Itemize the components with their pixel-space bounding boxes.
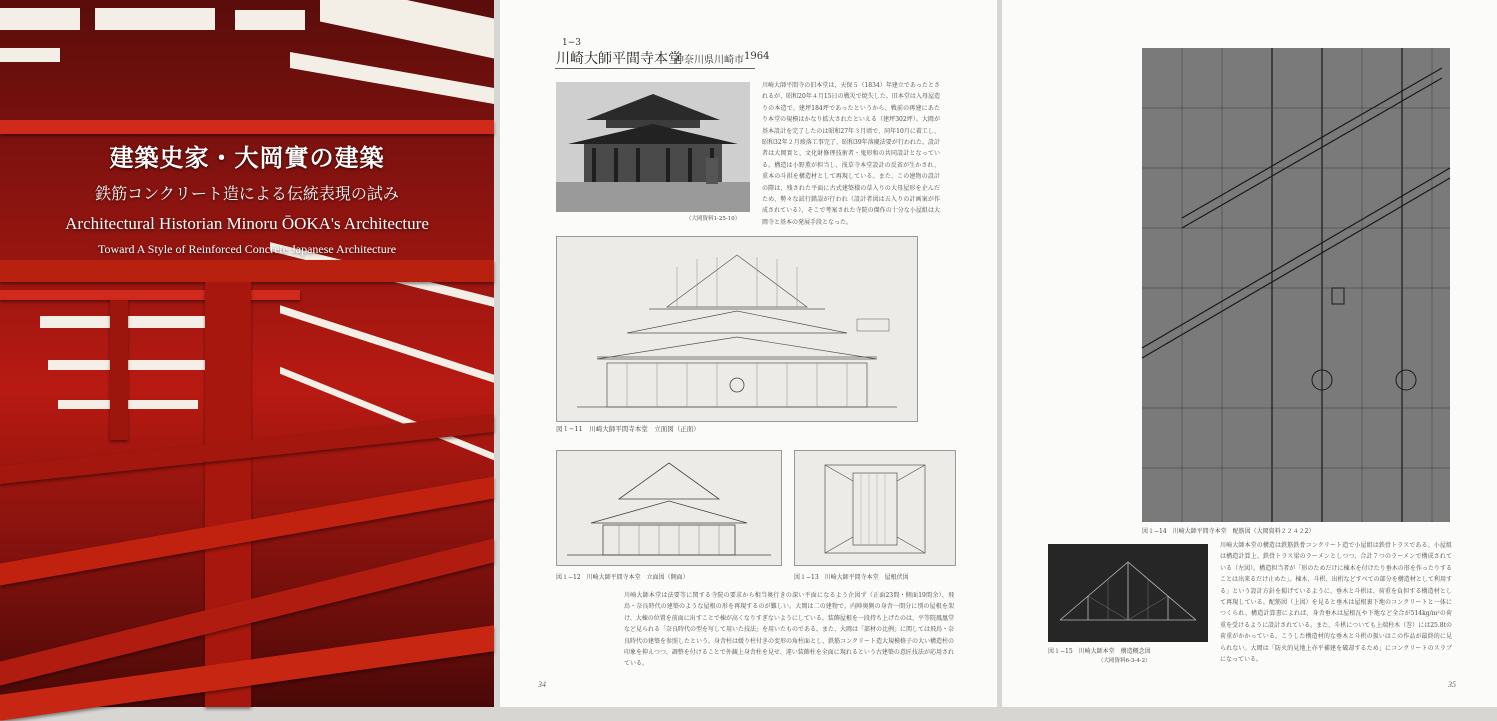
rafter-beam (205, 282, 251, 707)
ceiling-light-strip (0, 48, 60, 62)
body-paragraph: 川崎大師本堂の構造は鉄筋鉄骨コンクリート造で小屋組は鉄骨トラスである。小屋組は構造計算上、鉄骨トラス梁のラーメンとしつつ、合計７つのラーメンで構成されている（左図）。構造担当者が「形のためだけに棟木を付けたり垂木の形を作ったりすることは出来るだけ止めた」。棟木、斗栱、出桁などすべての部分を構造材として利用する」という設計方針を掲げているように、垂木と斗栱は、荷重を負担する構造材として再現している。配筋図（上図）を見ると垂木は屋根裏下地のコンクリートと一体につくられ、構造計算書によれば、身舎垂木は屋根瓦や下地など全合が514kg/m²の荷重を受けるように設計されている。また、斗栱についても上端柱木（巻）には25.8tの荷重がかかっている。こうした構造材的な垂木と斗栱の扱いはこの作品が最終的に見られない。大岡は「防火的見地上亦平補建を破却するため」にコンクリートのスラブになっている。 (1220, 542, 1452, 664)
book-cover (0, 0, 494, 707)
cover-subtitle-en: Toward A Style of Reinforced Concrete Japanese Architecture (97, 242, 397, 256)
fig-1-13-caption: 図１−13 川崎大師平間寺本堂 屋根伏図 (794, 574, 909, 581)
cover-title-block (0, 138, 494, 257)
ceiling-light-strip (95, 8, 215, 30)
intro-paragraph: 川崎大師平間寺の旧本堂は、天保５（1834）年建立であったとされるが、昭和20年４月15日の戦災で焼失した。旧本堂は入母屋造りの本造で、建坪184坪であったというから、戦前の再建にあたり本堂の規模はかなり拡大されたといえる（建坪302坪）。大岡が基本設計を完了したのは昭和27年３月頃で、同年10月に着工し、昭和32年２月竣落工事完了、昭和39年落慶法要が行われた。設計者は大岡實と、文化財修理技術者・鬼形和の共同設計となっている。構造は小野薫が担当し、浅草寺本堂設計の反省が生かされ、重本の斗拱を構造材として再現している。また、この建物の設計の際は、残された平面に古式建築様の草入りの大母屋形を企んだため、勢々な試行錯誤が行われ（設計者図は五入りの計画案が作成されている）、そこで考案された寺院の傑作の十分な小屋組は大岡寺と基本の発展手段となった。 (762, 82, 940, 226)
ceiling-light-strip (320, 0, 494, 58)
rafter-beam (0, 260, 494, 282)
ceiling-light-strip (235, 10, 305, 30)
page-number: 35 (1448, 680, 1456, 689)
fig-1-14-caption: 図１−14 川崎大師平間寺本堂 配筋図（大岡資料２２４２2） (1142, 528, 1315, 535)
cover-title-en: Architectural Historian Minoru ŌOKA's Architecture (65, 214, 429, 233)
section-number: 1−3 (562, 38, 581, 48)
cover-title-ja: 建築史家・大岡實の建築 (109, 143, 385, 172)
page-34 (500, 0, 997, 707)
temple-photo (556, 82, 750, 212)
section-location: 神奈川県川崎市 (674, 55, 744, 66)
reinforcement-drawing (1142, 48, 1450, 522)
fig-1-11-caption: 図１−11 川崎大師平間寺本堂 立面図（正面） (556, 425, 700, 433)
body-paragraph: 川崎大師本堂は法要等に関する寺院の要求から相当奥行きの深い平面になるよう企図ず（正面23間・側面19間余）、飛鳥・奈良時代の建築のような屋根の形を再現するのが難しい。大岡は二の建物で、内陣奥側の身舎一間分に別の屋根を架け、大棟の位置を前面に出すことで棟が高くなりすぎないようにしている。装飾屋根を一段持ち上げたのは、平等院鳳凰堂など見られる「奈良時代の型を写して用いた技法」を用いたものである。また、大岡は「部材の比例」に関しては飛鳥・奈良時代の建築を参照したという。身舎柱は緩り柱付きの変形の角柱面とし、鉄筋コンクリート造大規模格子の大い構造柱の印象を抑えつつ、調整を付けることで外観上身舎柱を見せ、違い装飾柱を全面に現れるという古建築の意匠技法が応用されている。 (624, 592, 955, 668)
side-elevation-drawing (556, 450, 782, 566)
ceiling-light-strip (58, 400, 198, 409)
fig-1-15-source: （大岡資料6-3-4-2） (1098, 658, 1151, 664)
cover-subtitle-ja: 鉄筋コンクリート造による伝統表現の試み (95, 184, 399, 203)
ceiling-light-strip (0, 8, 80, 30)
photo-caption: （大岡資料1-25-10） (686, 216, 741, 222)
title-rule (555, 68, 755, 69)
structure-concept-diagram (1048, 544, 1208, 642)
rafter-beam (0, 290, 300, 300)
ceiling-light-strip (280, 305, 494, 383)
page-35 (1002, 0, 1497, 707)
rafter-beam (110, 300, 128, 440)
fig-1-15-caption: 図１−15 川崎大師本堂 構造概念図 (1048, 648, 1151, 655)
page-number: 34 (538, 680, 546, 689)
fig-1-12-caption: 図１−12 川崎大師平間寺本堂 立面図（側面） (556, 574, 689, 581)
section-year: 1964 (744, 51, 770, 62)
section-title: 川崎大師平間寺本堂 (556, 51, 682, 67)
rafter-beam (0, 120, 494, 134)
front-elevation-drawing (556, 236, 918, 422)
ceiling-light-strip (48, 360, 208, 370)
ceiling-light-strip (290, 52, 494, 104)
roof-plan-drawing (794, 450, 956, 566)
